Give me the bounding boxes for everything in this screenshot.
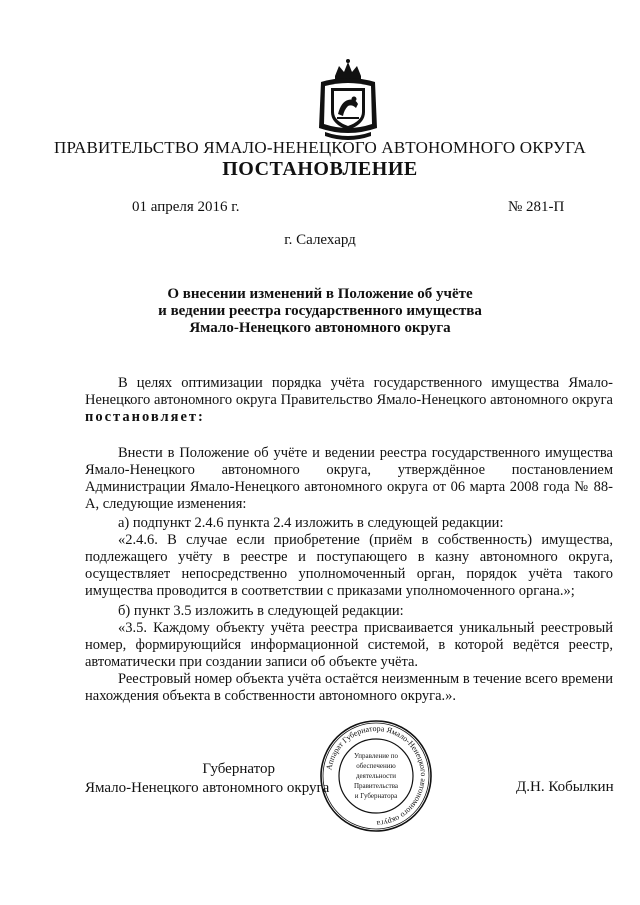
signatory-position: [85, 760, 330, 798]
signatory-name: Д.Н. Кобылкин: [516, 779, 614, 795]
document-type: ПОСТАНОВЛЕНИЕ: [222, 158, 418, 180]
stamp-line-2: обеспечению: [356, 762, 396, 770]
clause-3-5-paragraph: «3.5. Каждому объекту учёта реестра присваивается уникальный реестровый номер, формирующийся информационной системой, в которой ведётся реестр, автоматически при создании записи об объекте учёта.: [85, 620, 613, 670]
resolves-keyword: постановляет:: [85, 409, 205, 425]
stamp-line-1: Управление по: [353, 752, 399, 760]
document-title-line-3: Ямало-Ненецкого автономного округа: [189, 320, 451, 336]
amendment-intro-paragraph: Внести в Положение об учёте и ведении реестра государственного имущества Ямало-Ненецкого автономного округа, утверждённое постановлением Администрации Ямало-Ненецкого автономного округа от 06 марта 2008 года № 88-А, следующие изменения:: [85, 445, 613, 512]
stamp-line-3: деятельности: [355, 772, 397, 780]
stamp-line-4: Правительства: [353, 782, 399, 790]
document-date: 01 апреля 2016 г.: [132, 199, 240, 215]
signatory-title: Губернатор: [202, 761, 275, 777]
item-b-paragraph: б) пункт 3.5 изложить в следующей редакции:: [118, 603, 404, 619]
official-stamp: [318, 718, 434, 834]
stamp-ring-text: Аппарат Губернатора Ямало-Ненецкого автономного округа: [324, 723, 429, 829]
organization-name: ПРАВИТЕЛЬСТВО ЯМАЛО-НЕНЕЦКОГО АВТОНОМНОГО ОКРУГА: [54, 138, 586, 157]
preamble-text: В целях оптимизации порядка учёта государственного имущества Ямало-Ненецкого автономного округа Правительство Ямало-Ненецкого автономного округа: [85, 375, 613, 408]
document-number: № 281-П: [508, 199, 565, 215]
document-city: г. Салехард: [284, 232, 356, 248]
registry-number-paragraph: Реестровый номер объекта учёта остаётся неизменным в течение всего времени нахождения объекта в собственности автономного округа.».: [85, 671, 613, 704]
document-title-line-2: и ведении реестра государственного имущества: [158, 303, 482, 319]
preamble-paragraph: [85, 375, 613, 426]
stamp-line-5: и Губернатора: [354, 792, 398, 800]
item-a-paragraph: а) подпункт 2.4.6 пункта 2.4 изложить в следующей редакции:: [118, 515, 504, 531]
clause-2-4-6-paragraph: «2.4.6. В случае если приобретение (приём в собственность) имущества, подлежащего учёту в реестре и поступающего в казну автономного округа, осуществляет непосредственно уполномоченный орган, порядок учёта такого имущества проводится в соответствии с приказами уполномоченного органа.»;: [85, 532, 613, 599]
coat-of-arms-icon: [317, 58, 379, 140]
document-title-line-1: О внесении изменений в Положение об учёте: [167, 286, 473, 302]
signatory-region: Ямало-Ненецкого автономного округа: [85, 780, 330, 796]
